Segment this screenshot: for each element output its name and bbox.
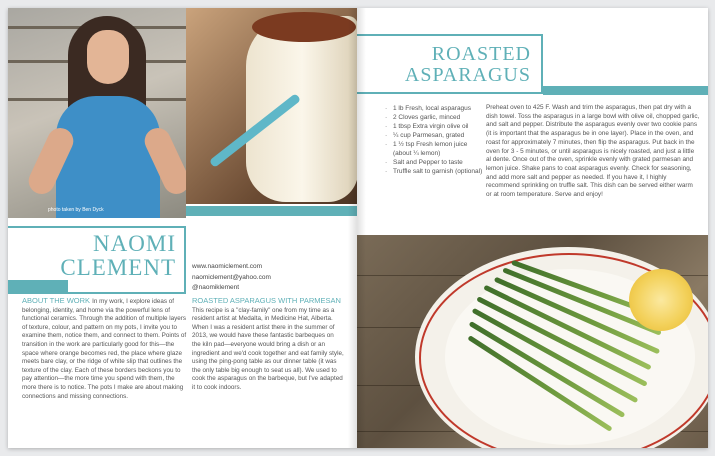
list-item: · Salt and Pepper to taste [385, 158, 483, 167]
recipe-story [192, 297, 344, 393]
email-link[interactable]: naomiclement@yahoo.com [192, 273, 271, 281]
recipe-title: ROASTED ASPARAGUS [404, 43, 531, 86]
left-page [8, 8, 357, 448]
accent-band [543, 86, 708, 95]
list-item: · 1 ½ tsp Fresh lemon juice (about ¼ lemon) [385, 140, 483, 158]
list-item: · 1 lb Fresh, local asparagus [385, 104, 483, 113]
list-item: · Truffle salt to garnish (optional) [385, 167, 483, 176]
about-the-work [22, 297, 187, 401]
right-page [357, 8, 708, 448]
lemon-half [629, 269, 693, 331]
artist-photo [8, 8, 186, 218]
photo-credit: photo taken by Ben Dyck [48, 207, 104, 213]
about-body: In my work, I explore ideas of belonging, identity, and home via the powerful lens of functional ceramics. Through the addition of multiple layers of texture, colour, and pattern on my pots, I invite you to examine them, notice them, and connect to them. Points of transition in the work are particularly good for this—the space where orange becomes red, the place where glaze meets bare clay, or the ridge of white slip that outlines the texture of the clay. Each of these borders beckons you to pay attention—the more time you spend with them, the more there is to notice. The pots I make are about making connections and missing connections. [22, 298, 187, 400]
website-link[interactable]: www.naomiclement.com [192, 263, 263, 270]
list-item: · 1 tbsp Extra virgin olive oil [385, 122, 483, 131]
accent-band [186, 206, 357, 216]
list-item: · 2 Cloves garlic, minced [385, 113, 483, 122]
about-heading: ABOUT THE WORK [22, 296, 93, 305]
artist-name: NAOMI CLEMENT [60, 231, 176, 280]
story-body: This recipe is a "clay-family" one from my time as a resident artist at Medalta, in Medicine Hat, Alberta. When I was a resident artist there in the summer of 2013, we would have these fantastic barbeques on the kiln pad—everyone would bring a dish or an ingredient and we'd cook together and eat family style, using the ping-pong table as our dinner table (it was the only table big enough to seat us all). We used to cook the asparagus on the barbeque, but I've adapted it to cook indoors. [192, 306, 344, 391]
page-gutter [348, 8, 366, 448]
method-text: Preheat oven to 425 F. Wash and trim the asparagus, then pat dry with a dish towel. Toss the asparagus in a large bowl with olive oil, chopped garlic, and salt and pepper. Distribute the asparagus evenly over two cookie pans (it is important that the asparagus be in one layer). Place in the oven, and roast for approximately 7 minutes, then flip the asparagus. Put back in the oven for 3 - 5 minutes, or until asparagus is nicely roasted, and just a little al dente. Once out of the oven, sprinkle evenly with grated parmesan and lemon juice. Shake pans to coat asparagus evenly. Check for seasoning, and add more salt and pepper as needed. If you have it, I highly recommend sprinkling on truffle salt. This dish can be served either warm or at room temperature. Serve and enjoy! [486, 104, 700, 199]
story-heading: ROASTED ASPARAGUS WITH PARMESAN [192, 296, 341, 305]
asparagus-photo [357, 235, 708, 448]
magazine-spread [8, 8, 708, 448]
pottery-photo [186, 8, 357, 204]
ingredients-list [385, 104, 483, 176]
list-item: · ¼ cup Parmesan, grated [385, 131, 483, 140]
accent-band [8, 280, 68, 292]
title-box [357, 34, 543, 94]
social-handle: @naomiklement [192, 284, 240, 291]
contact-block [192, 262, 271, 294]
